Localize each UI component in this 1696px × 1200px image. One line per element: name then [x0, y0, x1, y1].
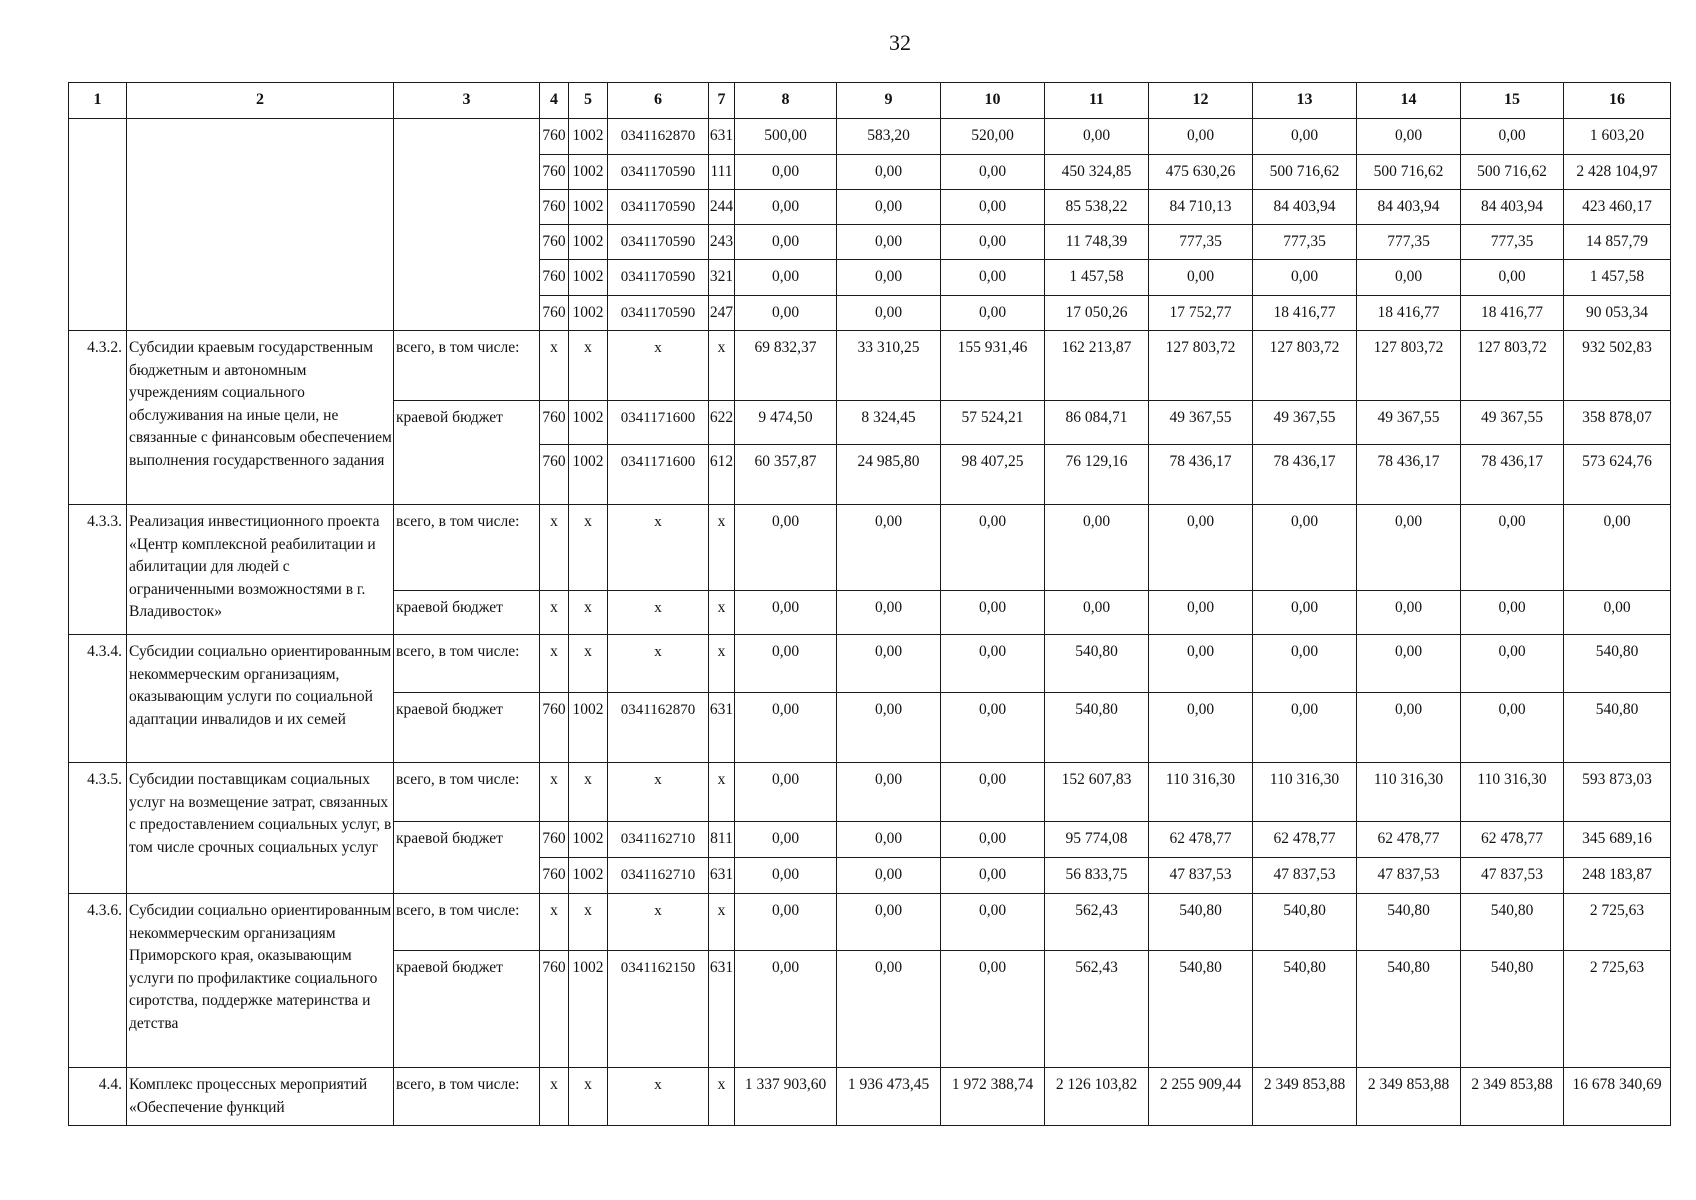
source-label: всего, в том числе:	[393, 762, 540, 822]
code-cell: x	[539, 330, 569, 401]
amount-cell: 0,00	[836, 189, 941, 225]
amount-cell: 18 416,77	[1252, 295, 1357, 331]
amount-cell: 0,00	[1563, 504, 1671, 591]
code-cell: 244	[708, 189, 735, 225]
code-cell: 0341170590	[607, 224, 709, 260]
header-cell: 3	[393, 82, 540, 119]
code-cell: 760	[539, 821, 569, 858]
amount-cell: 0,00	[734, 634, 837, 693]
amount-cell: 0,00	[1044, 118, 1149, 155]
header-cell: 7	[708, 82, 735, 119]
amount-cell: 0,00	[734, 857, 837, 894]
amount-cell: 500 716,62	[1356, 154, 1461, 190]
amount-cell: 540,80	[1460, 950, 1564, 1068]
source-label: краевой бюджет	[393, 590, 540, 635]
source-label: всего, в том числе:	[393, 634, 540, 693]
code-cell: x	[708, 762, 735, 822]
code-cell: 760	[539, 189, 569, 225]
amount-cell: 573 624,76	[1563, 444, 1671, 505]
amount-cell: 110 316,30	[1356, 762, 1461, 822]
amount-cell: 500 716,62	[1460, 154, 1564, 190]
amount-cell: 540,80	[1563, 634, 1671, 693]
amount-cell: 86 084,71	[1044, 400, 1149, 445]
code-cell: 760	[539, 224, 569, 260]
amount-cell: 540,80	[1252, 950, 1357, 1068]
amount-cell: 33 310,25	[836, 330, 941, 401]
amount-cell: 932 502,83	[1563, 330, 1671, 401]
amount-cell: 57 524,21	[940, 400, 1045, 445]
code-cell: 760	[539, 692, 569, 763]
header-cell: 4	[539, 82, 569, 119]
amount-cell: 0,00	[1148, 590, 1253, 635]
item-index: 4.3.2.	[68, 330, 127, 505]
header-cell: 2	[126, 82, 394, 119]
amount-cell: 98 407,25	[940, 444, 1045, 505]
amount-cell: 0,00	[734, 950, 837, 1068]
amount-cell: 18 416,77	[1356, 295, 1461, 331]
header-cell: 13	[1252, 82, 1357, 119]
amount-cell: 0,00	[1356, 634, 1461, 693]
code-cell: 1002	[568, 118, 608, 155]
amount-cell: 9 474,50	[734, 400, 837, 445]
code-cell: 612	[708, 444, 735, 505]
amount-cell: 90 053,34	[1563, 295, 1671, 331]
code-cell: x	[708, 504, 735, 591]
item-name: Комплекс процессных мероприятий «Обеспечение функций	[126, 1067, 394, 1126]
amount-cell: 777,35	[1148, 224, 1253, 260]
amount-cell: 0,00	[940, 504, 1045, 591]
amount-cell: 0,00	[940, 154, 1045, 190]
code-cell: 1002	[568, 444, 608, 505]
amount-cell: 0,00	[734, 762, 837, 822]
amount-cell: 56 833,75	[1044, 857, 1149, 894]
amount-cell: 540,80	[1460, 893, 1564, 951]
source-cell	[393, 118, 540, 331]
code-cell: 0341171600	[607, 444, 709, 505]
source-label: краевой бюджет	[393, 692, 540, 763]
header-cell: 5	[568, 82, 608, 119]
amount-cell: 0,00	[940, 893, 1045, 951]
amount-cell: 0,00	[940, 224, 1045, 260]
code-cell: 1002	[568, 154, 608, 190]
amount-cell: 0,00	[836, 634, 941, 693]
amount-cell: 0,00	[734, 821, 837, 858]
amount-cell: 0,00	[1460, 692, 1564, 763]
code-cell: x	[607, 893, 709, 951]
code-cell: x	[607, 330, 709, 401]
code-cell: 1002	[568, 295, 608, 331]
amount-cell: 0,00	[1356, 590, 1461, 635]
amount-cell: 0,00	[734, 295, 837, 331]
amount-cell: 0,00	[1252, 634, 1357, 693]
amount-cell: 0,00	[1563, 590, 1671, 635]
amount-cell: 562,43	[1044, 950, 1149, 1068]
code-cell: x	[708, 1067, 735, 1126]
amount-cell: 540,80	[1148, 950, 1253, 1068]
code-cell: 622	[708, 400, 735, 445]
item-index: 4.4.	[68, 1067, 127, 1126]
code-cell: 0341170590	[607, 189, 709, 225]
amount-cell: 0,00	[1460, 118, 1564, 155]
code-cell: 0341162710	[607, 821, 709, 858]
index-cell	[68, 118, 127, 331]
source-label: краевой бюджет	[393, 821, 540, 894]
amount-cell: 0,00	[734, 893, 837, 951]
code-cell: 631	[708, 857, 735, 894]
header-cell: 1	[68, 82, 127, 119]
amount-cell: 84 403,94	[1356, 189, 1461, 225]
amount-cell: 0,00	[1356, 259, 1461, 296]
code-cell: 111	[708, 154, 735, 190]
amount-cell: 78 436,17	[1460, 444, 1564, 505]
amount-cell: 0,00	[1148, 259, 1253, 296]
amount-cell: 16 678 340,69	[1563, 1067, 1671, 1126]
code-cell: x	[539, 762, 569, 822]
code-cell: 0341162870	[607, 118, 709, 155]
amount-cell: 127 803,72	[1148, 330, 1253, 401]
amount-cell: 49 367,55	[1252, 400, 1357, 445]
amount-cell: 2 255 909,44	[1148, 1067, 1253, 1126]
amount-cell: 0,00	[1044, 590, 1149, 635]
amount-cell: 0,00	[734, 189, 837, 225]
amount-cell: 162 213,87	[1044, 330, 1149, 401]
amount-cell: 0,00	[1148, 118, 1253, 155]
amount-cell: 540,80	[1044, 634, 1149, 693]
header-cell: 16	[1563, 82, 1671, 119]
amount-cell: 520,00	[940, 118, 1045, 155]
amount-cell: 78 436,17	[1356, 444, 1461, 505]
item-index: 4.3.6.	[68, 893, 127, 1068]
amount-cell: 2 349 853,88	[1460, 1067, 1564, 1126]
amount-cell: 0,00	[836, 950, 941, 1068]
code-cell: x	[607, 590, 709, 635]
code-cell: 760	[539, 400, 569, 445]
item-index: 4.3.5.	[68, 762, 127, 894]
amount-cell: 345 689,16	[1563, 821, 1671, 858]
amount-cell: 0,00	[940, 950, 1045, 1068]
code-cell: 760	[539, 444, 569, 505]
amount-cell: 84 403,94	[1252, 189, 1357, 225]
amount-cell: 0,00	[940, 189, 1045, 225]
code-cell: x	[708, 590, 735, 635]
amount-cell: 2 349 853,88	[1252, 1067, 1357, 1126]
code-cell: 760	[539, 295, 569, 331]
amount-cell: 1 936 473,45	[836, 1067, 941, 1126]
item-name: Субсидии социально ориентированным некоммерческим организациям Приморского края, оказывающим услуги по профилактике социального сиротства, поддержке материнства и детства	[126, 893, 394, 1068]
code-cell: x	[568, 634, 608, 693]
code-cell: x	[708, 330, 735, 401]
code-cell: 0341170590	[607, 295, 709, 331]
amount-cell: 62 478,77	[1460, 821, 1564, 858]
amount-cell: 0,00	[734, 154, 837, 190]
amount-cell: 0,00	[836, 154, 941, 190]
code-cell: 631	[708, 950, 735, 1068]
amount-cell: 0,00	[1252, 692, 1357, 763]
amount-cell: 0,00	[1148, 634, 1253, 693]
amount-cell: 0,00	[1460, 634, 1564, 693]
code-cell: x	[539, 590, 569, 635]
code-cell: 760	[539, 950, 569, 1068]
amount-cell: 0,00	[1356, 692, 1461, 763]
amount-cell: 777,35	[1356, 224, 1461, 260]
item-name: Субсидии краевым государственным бюджетным и автономным учреждениям социального обслуживания на иные цели, не связанные с финансовым обеспечением выполнения государственного задания	[126, 330, 394, 505]
amount-cell: 358 878,07	[1563, 400, 1671, 445]
amount-cell: 540,80	[1252, 893, 1357, 951]
code-cell: 321	[708, 259, 735, 296]
header-cell: 6	[607, 82, 709, 119]
amount-cell: 0,00	[836, 259, 941, 296]
header-cell: 9	[836, 82, 941, 119]
code-cell: 1002	[568, 400, 608, 445]
amount-cell: 540,80	[1044, 692, 1149, 763]
amount-cell: 69 832,37	[734, 330, 837, 401]
code-cell: x	[607, 762, 709, 822]
amount-cell: 0,00	[940, 634, 1045, 693]
amount-cell: 78 436,17	[1148, 444, 1253, 505]
amount-cell: 47 837,53	[1252, 857, 1357, 894]
amount-cell: 777,35	[1252, 224, 1357, 260]
source-label: всего, в том числе:	[393, 504, 540, 591]
code-cell: 1002	[568, 224, 608, 260]
amount-cell: 593 873,03	[1563, 762, 1671, 822]
header-cell: 11	[1044, 82, 1149, 119]
amount-cell: 84 710,13	[1148, 189, 1253, 225]
header-cell: 12	[1148, 82, 1253, 119]
amount-cell: 60 357,87	[734, 444, 837, 505]
code-cell: x	[539, 1067, 569, 1126]
code-cell: x	[568, 504, 608, 591]
amount-cell: 0,00	[836, 224, 941, 260]
amount-cell: 500,00	[734, 118, 837, 155]
amount-cell: 24 985,80	[836, 444, 941, 505]
amount-cell: 0,00	[940, 295, 1045, 331]
amount-cell: 47 837,53	[1148, 857, 1253, 894]
amount-cell: 78 436,17	[1252, 444, 1357, 505]
amount-cell: 17 752,77	[1148, 295, 1253, 331]
amount-cell: 583,20	[836, 118, 941, 155]
code-cell: 760	[539, 259, 569, 296]
amount-cell: 0,00	[1252, 259, 1357, 296]
code-cell: 0341162150	[607, 950, 709, 1068]
amount-cell: 49 367,55	[1148, 400, 1253, 445]
code-cell: 631	[708, 118, 735, 155]
amount-cell: 14 857,79	[1563, 224, 1671, 260]
code-cell: 1002	[568, 950, 608, 1068]
amount-cell: 0,00	[836, 590, 941, 635]
amount-cell: 110 316,30	[1252, 762, 1357, 822]
amount-cell: 155 931,46	[940, 330, 1045, 401]
amount-cell: 49 367,55	[1460, 400, 1564, 445]
code-cell: 247	[708, 295, 735, 331]
header-cell: 8	[734, 82, 837, 119]
amount-cell: 1 603,20	[1563, 118, 1671, 155]
amount-cell: 0,00	[940, 259, 1045, 296]
amount-cell: 0,00	[1460, 259, 1564, 296]
code-cell: 1002	[568, 189, 608, 225]
amount-cell: 0,00	[1252, 504, 1357, 591]
amount-cell: 0,00	[836, 893, 941, 951]
amount-cell: 127 803,72	[1460, 330, 1564, 401]
amount-cell: 248 183,87	[1563, 857, 1671, 894]
amount-cell: 2 428 104,97	[1563, 154, 1671, 190]
amount-cell: 0,00	[940, 590, 1045, 635]
amount-cell: 127 803,72	[1356, 330, 1461, 401]
source-label: всего, в том числе:	[393, 893, 540, 951]
amount-cell: 0,00	[1356, 504, 1461, 591]
item-name: Реализация инвестиционного проекта «Центр комплексной реабилитации и абилитации для людей с ограниченными возможностями в г. Владивосток»	[126, 504, 394, 635]
amount-cell: 0,00	[1044, 504, 1149, 591]
amount-cell: 0,00	[940, 762, 1045, 822]
amount-cell: 777,35	[1460, 224, 1564, 260]
amount-cell: 423 460,17	[1563, 189, 1671, 225]
amount-cell: 0,00	[734, 259, 837, 296]
code-cell: 0341162870	[607, 692, 709, 763]
code-cell: 1002	[568, 857, 608, 894]
item-name: Субсидии социально ориентированным некоммерческим организациям, оказывающим услуги по социальной адаптации инвалидов и их семей	[126, 634, 394, 763]
amount-cell: 110 316,30	[1460, 762, 1564, 822]
amount-cell: 85 538,22	[1044, 189, 1149, 225]
source-label: всего, в том числе:	[393, 330, 540, 401]
code-cell: 760	[539, 857, 569, 894]
amount-cell: 76 129,16	[1044, 444, 1149, 505]
amount-cell: 2 126 103,82	[1044, 1067, 1149, 1126]
code-cell: 0341162710	[607, 857, 709, 894]
amount-cell: 0,00	[940, 857, 1045, 894]
code-cell: 0341170590	[607, 259, 709, 296]
amount-cell: 540,80	[1356, 893, 1461, 951]
code-cell: x	[539, 634, 569, 693]
amount-cell: 0,00	[1460, 590, 1564, 635]
item-name: Субсидии поставщикам социальных услуг на возмещение затрат, связанных с предоставлением социальных услуг, в том числе срочных социальных услуг	[126, 762, 394, 894]
code-cell: x	[568, 590, 608, 635]
amount-cell: 0,00	[1148, 504, 1253, 591]
code-cell: x	[568, 330, 608, 401]
amount-cell: 0,00	[734, 590, 837, 635]
amount-cell: 0,00	[1252, 590, 1357, 635]
amount-cell: 1 972 388,74	[940, 1067, 1045, 1126]
amount-cell: 0,00	[836, 821, 941, 858]
amount-cell: 84 403,94	[1460, 189, 1564, 225]
code-cell: x	[607, 504, 709, 591]
amount-cell: 62 478,77	[1356, 821, 1461, 858]
code-cell: x	[607, 634, 709, 693]
amount-cell: 0,00	[734, 224, 837, 260]
source-label: краевой бюджет	[393, 950, 540, 1068]
code-cell: x	[708, 893, 735, 951]
amount-cell: 62 478,77	[1148, 821, 1253, 858]
amount-cell: 127 803,72	[1252, 330, 1357, 401]
amount-cell: 47 837,53	[1356, 857, 1461, 894]
header-cell: 10	[940, 82, 1045, 119]
code-cell: 760	[539, 154, 569, 190]
item-name-cell	[126, 118, 394, 331]
amount-cell: 62 478,77	[1252, 821, 1357, 858]
amount-cell: 0,00	[836, 692, 941, 763]
code-cell: 1002	[568, 692, 608, 763]
code-cell: x	[607, 1067, 709, 1126]
header-cell: 15	[1460, 82, 1564, 119]
amount-cell: 2 349 853,88	[1356, 1067, 1461, 1126]
amount-cell: 0,00	[1252, 118, 1357, 155]
amount-cell: 8 324,45	[836, 400, 941, 445]
amount-cell: 540,80	[1563, 692, 1671, 763]
code-cell: x	[708, 634, 735, 693]
amount-cell: 0,00	[836, 295, 941, 331]
amount-cell: 0,00	[940, 692, 1045, 763]
source-label: краевой бюджет	[393, 400, 540, 505]
amount-cell: 95 774,08	[1044, 821, 1149, 858]
item-index: 4.3.3.	[68, 504, 127, 635]
amount-cell: 2 725,63	[1563, 893, 1671, 951]
amount-cell: 47 837,53	[1460, 857, 1564, 894]
amount-cell: 2 725,63	[1563, 950, 1671, 1068]
amount-cell: 0,00	[836, 857, 941, 894]
code-cell: 1002	[568, 259, 608, 296]
header-cell: 14	[1356, 82, 1461, 119]
item-index: 4.3.4.	[68, 634, 127, 763]
amount-cell: 1 457,58	[1044, 259, 1149, 296]
code-cell: 1002	[568, 821, 608, 858]
amount-cell: 450 324,85	[1044, 154, 1149, 190]
amount-cell: 540,80	[1148, 893, 1253, 951]
code-cell: x	[568, 893, 608, 951]
code-cell: 0341170590	[607, 154, 709, 190]
amount-cell: 1 457,58	[1563, 259, 1671, 296]
amount-cell: 11 748,39	[1044, 224, 1149, 260]
amount-cell: 1 337 903,60	[734, 1067, 837, 1126]
amount-cell: 49 367,55	[1356, 400, 1461, 445]
amount-cell: 110 316,30	[1148, 762, 1253, 822]
amount-cell: 18 416,77	[1460, 295, 1564, 331]
amount-cell: 0,00	[1148, 692, 1253, 763]
amount-cell: 562,43	[1044, 893, 1149, 951]
code-cell: x	[539, 893, 569, 951]
amount-cell: 17 050,26	[1044, 295, 1149, 331]
code-cell: x	[568, 762, 608, 822]
code-cell: 811	[708, 821, 735, 858]
code-cell: 631	[708, 692, 735, 763]
amount-cell: 0,00	[1460, 504, 1564, 591]
amount-cell: 0,00	[1356, 118, 1461, 155]
amount-cell: 0,00	[836, 762, 941, 822]
amount-cell: 152 607,83	[1044, 762, 1149, 822]
amount-cell: 0,00	[734, 504, 837, 591]
amount-cell: 475 630,26	[1148, 154, 1253, 190]
page-number: 32	[889, 30, 911, 55]
code-cell: x	[568, 1067, 608, 1126]
source-label: всего, в том числе:	[393, 1067, 540, 1126]
code-cell: 243	[708, 224, 735, 260]
amount-cell: 540,80	[1356, 950, 1461, 1068]
amount-cell: 0,00	[836, 504, 941, 591]
code-cell: 760	[539, 118, 569, 155]
amount-cell: 500 716,62	[1252, 154, 1357, 190]
amount-cell: 0,00	[940, 821, 1045, 858]
code-cell: 0341171600	[607, 400, 709, 445]
amount-cell: 0,00	[734, 692, 837, 763]
code-cell: x	[539, 504, 569, 591]
